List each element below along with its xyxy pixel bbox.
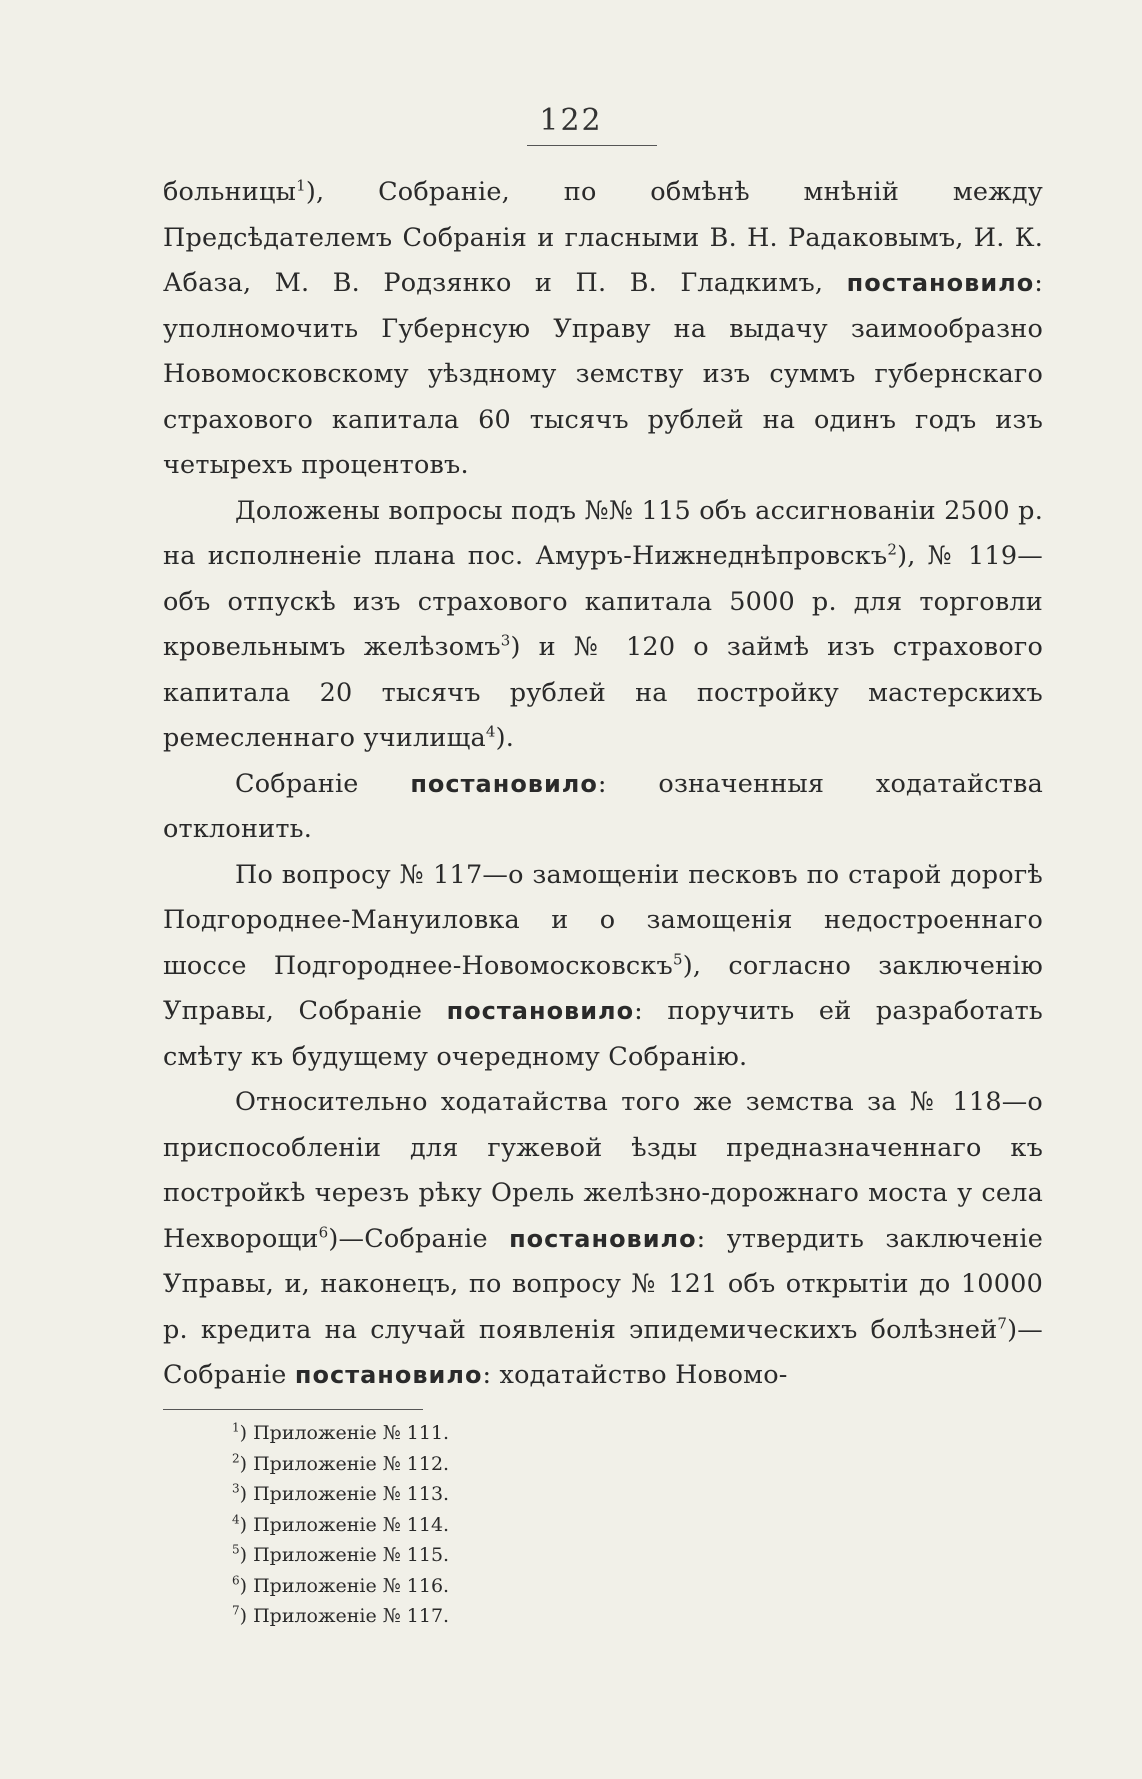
footnote-text: ) Приложеніе № 114. <box>239 1513 450 1536</box>
footnote-mark: 4 <box>232 1512 240 1527</box>
text-run: )—Собраніе <box>163 1314 1043 1390</box>
footnote-item <box>232 1418 449 1449</box>
emphasized-term: постановило <box>410 769 598 798</box>
footnote-mark: 3 <box>232 1481 240 1496</box>
footnote-text: ) Приложеніе № 111. <box>239 1422 450 1444</box>
footnote-item <box>232 1510 449 1541</box>
page-number-rule <box>527 145 657 146</box>
text-run: ), № 119—объ отпускѣ изъ страхового капитала 5000 р. для торговли кровельнымъ желѣзомъ <box>163 541 1043 662</box>
footnote-ref: 7 <box>997 1314 1008 1332</box>
text-run: ), Собраніе, по обмѣнѣ мнѣній между Предсѣдателемъ Собранія и гласными В. Н. Радаковымъ, И. К. Абаза, М. В. Родзянко и П. В. Гладкимъ, <box>163 177 1043 298</box>
footnote-rule <box>163 1409 423 1410</box>
text-run: : ходатайство Новомо- <box>482 1360 788 1390</box>
footnote-text: ) Приложеніе № 117. <box>239 1605 450 1627</box>
footnote-item <box>232 1571 449 1602</box>
footnote-ref: 2 <box>887 540 898 559</box>
body-text <box>163 170 1043 1399</box>
footnote-mark: 2 <box>232 1451 240 1466</box>
footnote-text: ) Приложеніе № 112. <box>239 1452 450 1475</box>
text-run: : означенныя ходатайства отклонить. <box>163 768 1044 844</box>
footnote-item <box>232 1540 449 1571</box>
text-run: ). <box>495 723 515 753</box>
text-run: )—Собраніе <box>328 1223 510 1254</box>
footnote-text: ) Приложеніе № 115. <box>239 1544 450 1566</box>
page-number: 122 <box>539 103 603 138</box>
paragraph-p5 <box>163 1080 1043 1399</box>
paragraph-p4 <box>163 853 1043 1081</box>
footnote-item <box>232 1449 449 1480</box>
text-run: ), согласно заключенію Управы, Собраніе <box>163 950 1043 1026</box>
footnote-mark: 1 <box>232 1420 240 1435</box>
emphasized-term: постановило <box>509 1224 697 1253</box>
text-run: Относительно ходатайства того же земства за № 118—о приспособленіи для гужевой ѣзды предназначеннаго къ постройкѣ черезъ рѣку Орель желѣзно-дорожнаго моста у села Нехворощи <box>163 1087 1043 1254</box>
footnote-text: ) Приложеніе № 113. <box>239 1483 450 1505</box>
footnote-item <box>232 1479 449 1510</box>
paragraph-p3 <box>163 762 1043 853</box>
emphasized-term: постановило <box>846 269 1035 297</box>
footnote-mark: 6 <box>232 1573 240 1588</box>
paragraph-p1 <box>163 170 1043 489</box>
text-run: больницы <box>163 177 297 207</box>
footnotes <box>232 1418 449 1632</box>
emphasized-term: постановило <box>294 1361 483 1389</box>
footnote-ref: 4 <box>485 722 496 741</box>
footnote-ref: 1 <box>296 176 306 195</box>
paragraph-p2 <box>163 489 1043 762</box>
footnote-ref: 5 <box>672 950 683 968</box>
text-run: ) и № 120 о займѣ изъ страхового капитала 20 тысячъ рублей на постройку мастерскихъ ремесленнаго училища <box>163 632 1043 753</box>
footnote-mark: 7 <box>232 1603 240 1618</box>
text-run: : уполномочить Губернсую Управу на выдачу заимообразно Новомосковскому уѣздному земству изъ суммъ губернскаго страхового капитала 60 тысячъ рублей на одинъ годъ изъ четырехъ процентовъ. <box>163 268 1043 480</box>
footnote-item <box>232 1601 449 1632</box>
text-run: Доложены вопросы подъ №№ 115 объ ассигнованіи 2500 р. на исполненіе плана пос. Амуръ-Нижнеднѣпровскъ <box>163 495 1043 571</box>
footnote-mark: 5 <box>232 1542 240 1557</box>
footnote-ref: 3 <box>500 631 511 650</box>
emphasized-term: постановило <box>446 997 635 1025</box>
text-run: По вопросу № 117—о замощеніи песковъ по старой дорогѣ Подгороднее-Мануиловка и о замощенія недостроеннаго шоссе Подгороднее-Новомосковскъ <box>163 859 1043 981</box>
footnote-ref: 6 <box>318 1223 329 1241</box>
footnote-text: ) Приложеніе № 116. <box>239 1574 450 1597</box>
text-run: Собраніе <box>235 768 411 799</box>
text-run: : поручить ей разработать смѣту къ будущему очередному Собранію. <box>163 996 1043 1072</box>
text-run: : утвердить заключеніе Управы, и, наконецъ, по вопросу № 121 объ открытіи до 10000 р. кредита на случай появленія эпидемическихъ болѣзней <box>163 1223 1043 1345</box>
